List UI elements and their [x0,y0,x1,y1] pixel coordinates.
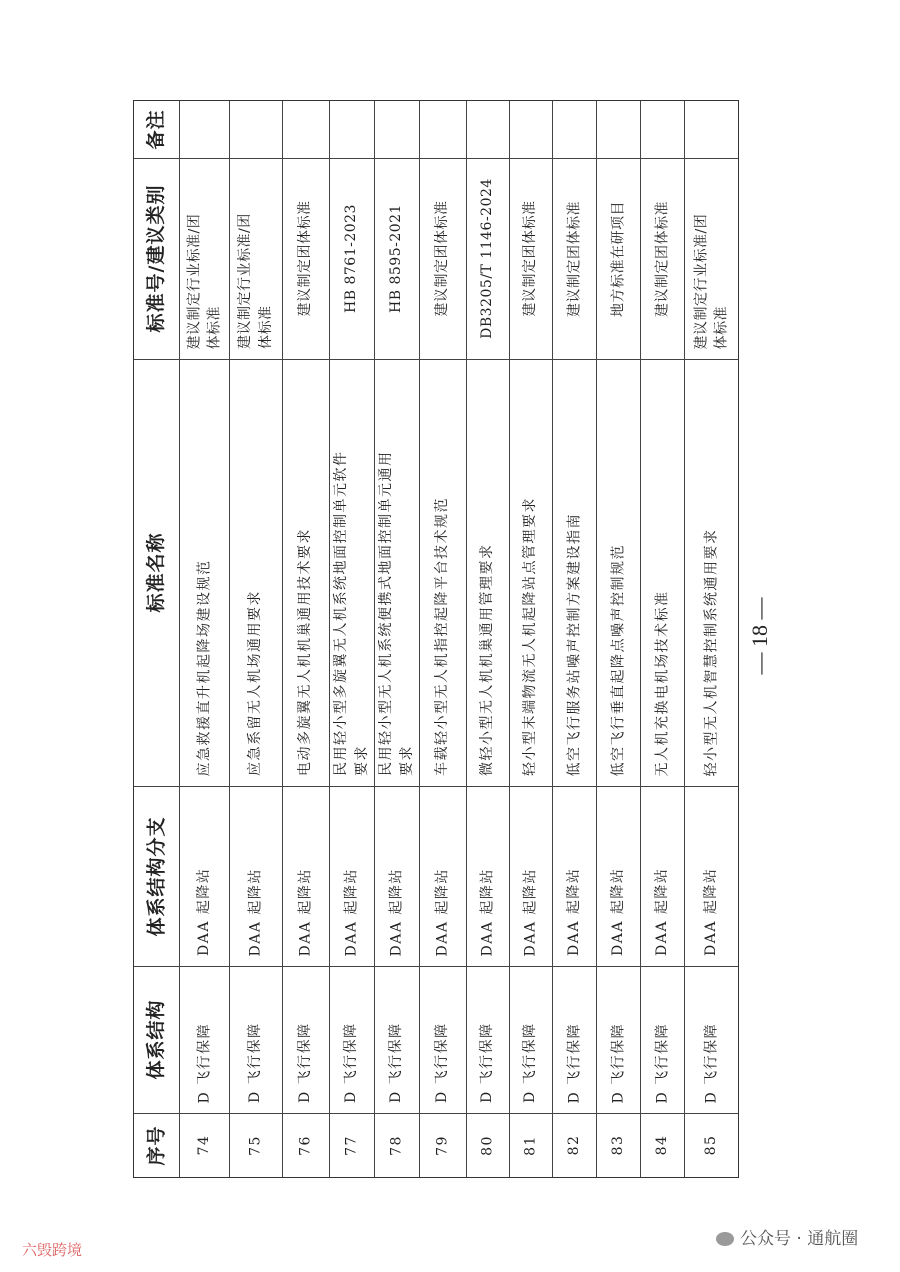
cell-seq-line: 82 [565,1134,582,1156]
cell-name-line: 低空飞行垂直起降点噪声控制规范 [609,543,626,776]
cell-branch-line: DAA 起降站 [565,867,582,956]
cell-seq-line: 75 [247,1134,264,1156]
cell-structure [684,966,738,1113]
cell-number-line: 建议制定行业标准/团 [692,213,709,349]
watermark-wechat-text: 公众号 · 通航圈 [740,1229,859,1249]
cell-seq [640,1113,684,1177]
cell-number-line: HB 8595-2021 [388,204,405,313]
cell-name [596,359,640,786]
cell-seq [179,1113,229,1177]
cell-number-line: 地方标准在研项目 [609,200,626,317]
cell-number [374,158,419,359]
cell-structure-line: D 飞行保障 [522,1022,539,1103]
cell-number [509,158,552,359]
cell-number-line: 体标准 [206,305,222,349]
cell-structure [596,966,640,1113]
header-name-line: 标准名称 [144,532,167,613]
cell-name [329,359,374,786]
watermark-corner: 六毁跨境 [22,1241,83,1259]
cell-branch [684,786,738,966]
cell-branch [596,786,640,966]
cell-branch [282,786,329,966]
cell-number [552,158,596,359]
cell-number [179,158,229,359]
cell-branch [329,786,374,966]
cell-name-line: 低空飞行服务站噪声控制方案建设指南 [565,512,582,776]
cell-branch-line: DAA 起降站 [247,867,264,956]
cell-number [466,158,509,359]
cell-branch-line: DAA 起降站 [297,867,314,956]
cell-seq-line: 85 [702,1134,719,1156]
cell-branch-line: DAA 起降站 [609,867,626,956]
cell-seq-line: 78 [388,1134,405,1156]
cell-structure [179,966,229,1113]
cell-name [179,359,229,786]
cell-branch-line: DAA 起降站 [522,867,539,956]
cell-branch [466,786,509,966]
cell-structure-line: D 飞行保障 [609,1022,626,1103]
cell-structure-line: D 飞行保障 [653,1022,670,1103]
cell-name-line: 应急系留无人机场通用要求 [247,590,264,776]
page-number: — 18 — [747,597,772,675]
cell-structure [466,966,509,1113]
cell-seq [282,1113,329,1177]
cell-number-line: DB3205/T 1146-2024 [479,178,496,339]
cell-branch-line: DAA 起降站 [702,867,719,956]
cell-name [684,359,738,786]
cell-name [282,359,329,786]
cell-branch [229,786,282,966]
cell-name [509,359,552,786]
watermark-wechat [716,1224,858,1249]
wechat-icon [716,1232,734,1246]
cell-number [229,158,282,359]
cell-name [374,359,419,786]
header-number-line: 标准号/建议类别 [144,184,167,333]
cell-structure-line: D 飞行保障 [479,1022,496,1103]
cell-seq-line: 79 [434,1134,451,1156]
cell-number-line: 建议制定团体标准 [297,200,314,317]
cell-name [466,359,509,786]
cell-name-line: 轻小型末端物流无人机起降站点管理要求 [522,497,539,776]
cell-branch [552,786,596,966]
cell-seq [329,1113,374,1177]
cell-name [640,359,684,786]
cell-number-line: 体标准 [713,305,729,349]
cell-number [329,158,374,359]
cell-seq-line: 77 [343,1134,360,1156]
cell-structure-line: D 飞行保障 [247,1022,264,1103]
cell-seq [596,1113,640,1177]
cell-seq-line: 84 [653,1134,670,1156]
cell-branch [640,786,684,966]
cell-seq [552,1113,596,1177]
cell-name-line: 应急救援直升机起降场建设规范 [195,559,212,776]
cell-name [552,359,596,786]
cell-seq-line: 83 [609,1134,626,1156]
cell-seq [374,1113,419,1177]
cell-branch-line: DAA 起降站 [653,867,670,956]
header-name [134,359,179,786]
cell-structure-line: D 飞行保障 [434,1022,451,1103]
cell-seq [509,1113,552,1177]
standards-table [133,100,739,1178]
cell-seq-line: 81 [522,1134,539,1156]
cell-structure [329,966,374,1113]
cell-name-line: 要求 [398,745,415,776]
cell-structure-line: D 飞行保障 [297,1022,314,1103]
cell-branch [374,786,419,966]
cell-name-line: 轻小型无人机智慧控制系统通用要求 [702,528,719,776]
cell-number-line: 建议制定行业标准/团 [185,213,202,349]
cell-structure-line: D 飞行保障 [343,1022,360,1103]
cell-number-line: 建议制定团体标准 [434,200,451,317]
cell-structure [229,966,282,1113]
header-structure-line: 体系结构 [144,999,167,1080]
cell-number-line: 建议制定团体标准 [653,200,670,317]
cell-name [229,359,282,786]
cell-name-line: 车载轻小型无人机指控起降平台技术规范 [434,497,451,776]
cell-number-line: 体标准 [257,305,274,349]
header-branch [134,786,179,966]
header-number [134,158,179,359]
cell-number-line: HB 8761-2023 [343,204,360,313]
cell-structure [552,966,596,1113]
cell-branch-line: DAA 起降站 [479,867,496,956]
header-seq [134,1113,179,1177]
cell-branch [509,786,552,966]
cell-name-line: 民用轻小型多旋翼无人机系统地面控制单元软件 [333,450,350,776]
header-structure [134,966,179,1113]
cell-branch-line: DAA 起降站 [388,867,405,956]
cell-structure-line: D 飞行保障 [565,1022,582,1103]
cell-seq [419,1113,466,1177]
header-remark [134,101,179,158]
cell-seq-line: 74 [195,1134,212,1156]
cell-structure-line: D 飞行保障 [195,1022,212,1103]
cell-structure-line: D 飞行保障 [702,1022,719,1103]
cell-seq-line: 80 [479,1134,496,1156]
cell-branch [419,786,466,966]
cell-number [596,158,640,359]
header-seq-line: 序号 [144,1125,167,1166]
cell-number [419,158,466,359]
cell-seq [229,1113,282,1177]
cell-branch-line: DAA 起降站 [434,867,451,956]
cell-seq [684,1113,738,1177]
cell-number-line: 建议制定团体标准 [522,200,539,317]
cell-number [282,158,329,359]
header-remark-line: 备注 [144,109,167,150]
cell-structure [419,966,466,1113]
cell-number-line: 建议制定团体标准 [565,200,582,317]
cell-structure [374,966,419,1113]
cell-seq [466,1113,509,1177]
cell-name-line: 无人机充换电机场技术标准 [653,590,670,776]
cell-branch-line: DAA 起降站 [343,867,360,956]
cell-structure-line: D 飞行保障 [388,1022,405,1103]
cell-number-line: 建议制定行业标准/团 [237,213,254,349]
cell-name-line: 要求 [353,745,370,776]
cell-number [684,158,738,359]
cell-branch-line: DAA 起降站 [195,867,212,956]
cell-name-line: 民用轻小型无人机系统便携式地面控制单元通用 [378,450,395,776]
cell-branch [179,786,229,966]
cell-name [419,359,466,786]
cell-name-line: 微轻小型无人机机巢通用管理要求 [479,543,496,776]
cell-structure [509,966,552,1113]
cell-number [640,158,684,359]
cell-seq-line: 76 [297,1134,314,1156]
header-branch-line: 体系结构分支 [144,816,167,937]
cell-structure [640,966,684,1113]
cell-structure [282,966,329,1113]
cell-name-line: 电动多旋翼无人机机巢通用技术要求 [297,528,314,776]
